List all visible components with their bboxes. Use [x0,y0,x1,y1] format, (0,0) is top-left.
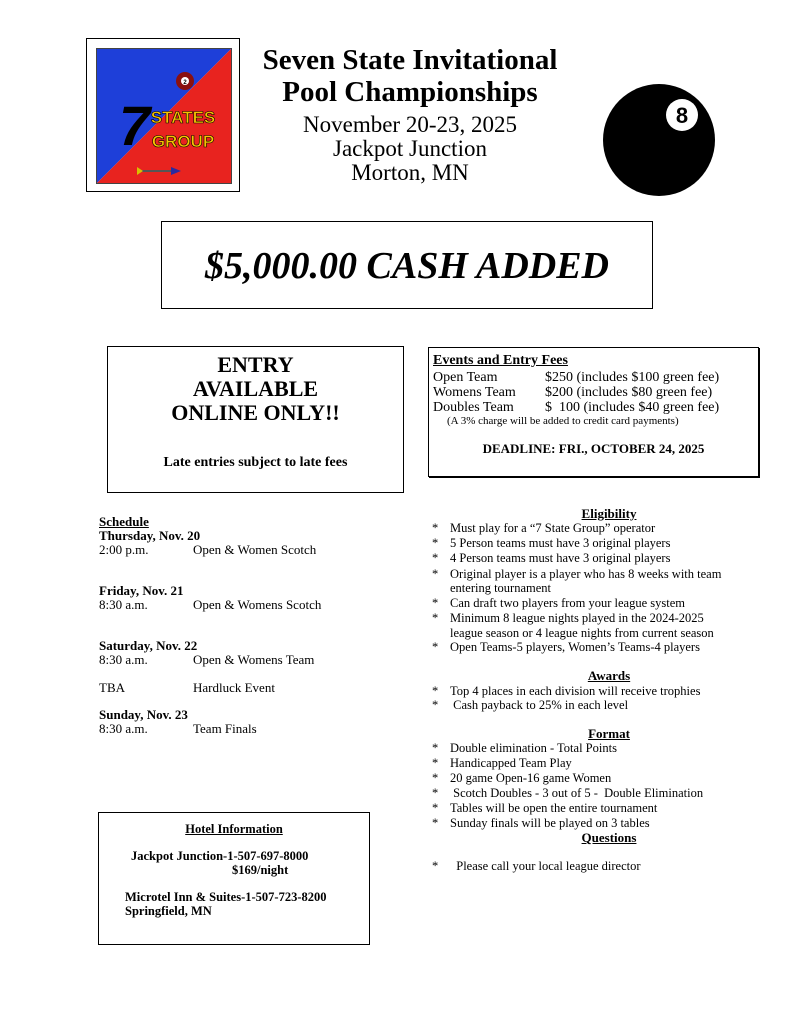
fee-amount: $ 100 (includes $40 green fee) [545,400,720,415]
schedule-event: Team Finals [193,721,257,736]
list-item-continuation: league season or 4 league nights from current season [450,626,714,640]
fee-row [433,400,719,416]
hotel-information-box [98,812,370,945]
schedule-day: Friday, Nov. 21 [99,583,184,598]
schedule-time: 2:00 p.m. [99,542,149,557]
fees-title: Events and Entry Fees [433,353,568,368]
schedule-time: TBA [99,680,125,695]
schedule-day: Saturday, Nov. 22 [99,638,198,653]
hotel-rate: $169/night [232,863,289,877]
fee-amount: $200 (includes $80 green fee) [545,385,713,400]
schedule-event: Open & Womens Team [193,652,315,667]
cash-added-banner [161,221,653,309]
list-item: * Top 4 places in each division will receive trophies [432,684,701,698]
eight-ball-icon [602,83,716,197]
eight-ball-number: 8 [675,103,689,128]
list-item: * Original player is a player who has 8 weeks with team [432,567,722,581]
list-item: * 20 game Open-16 game Women [432,771,612,785]
entry-line-3: ONLINE ONLY!! [171,400,340,425]
schedule-time: 8:30 a.m. [99,652,148,667]
logo-text-states: STATES [150,108,216,127]
list-item: * 5 Person teams must have 3 original players [432,536,671,550]
title-line-2: Pool Championships [282,76,538,108]
schedule-event: Open & Womens Scotch [193,597,322,612]
list-item: * Tables will be open the entire tournament [432,801,658,815]
eligibility-heading: Eligibility [581,506,637,521]
list-item: * Please call your local league director [432,859,641,873]
list-item: * Double elimination - Total Points [432,741,617,755]
list-item: * 4 Person teams must have 3 original players [432,551,671,565]
event-title [245,44,575,108]
schedule-entry [99,543,316,557]
credit-card-note: (A 3% charge will be added to credit card payments) [447,415,679,427]
questions-heading: Questions [581,830,637,845]
logo-ball-number: 2 [183,80,187,86]
hotel-microtel-phone: Microtel Inn & Suites-1-507-723-8200 [125,890,327,904]
list-item: * Can draft two players from your league system [432,596,686,610]
list-item: * Minimum 8 league nights played in the 2024-2025 [432,611,704,625]
schedule-day: Thursday, Nov. 20 [99,528,201,543]
hotel-microtel-city: Springfield, MN [125,904,212,918]
logo-frame [86,38,240,192]
awards-heading: Awards [587,668,631,683]
entry-line-1: ENTRY [217,352,294,377]
hotel-jackpot-phone: Jackpot Junction-1-507-697-8000 [131,849,309,863]
late-entries-note: Late entries subject to late fees [163,455,348,470]
schedule-heading: Schedule [99,514,149,529]
event-dates: November 20-23, 2025 [303,112,517,137]
entry-notice-box [107,346,404,493]
schedule-time: 8:30 a.m. [99,597,148,612]
cash-added-text: $5,000.00 CASH ADDED [205,245,609,287]
list-item: * Sunday finals will be played on 3 tables [432,816,650,830]
format-heading: Format [588,726,630,741]
fee-event-name: Open Team [433,370,498,385]
schedule-entry [99,681,275,695]
schedule-entry [99,722,257,736]
schedule-time: 8:30 a.m. [99,721,148,736]
fee-row [433,370,719,386]
list-item: * Open Teams-5 players, Women’s Teams-4 players [432,640,700,654]
schedule-event: Open & Women Scotch [193,542,317,557]
entry-fees-box [428,347,759,477]
logo-seven: 7 [119,94,151,157]
schedule-day: Sunday, Nov. 23 [99,707,188,722]
schedule-entry [99,653,314,667]
list-item: * Handicapped Team Play [432,756,572,770]
fee-amount: $250 (includes $100 green fee) [545,370,720,385]
entry-line-2: AVAILABLE [192,376,319,401]
schedule-entry [99,598,321,612]
list-item: * Scotch Doubles - 3 out of 5 - Double Elimination [432,786,704,800]
fee-event-name: Womens Team [433,385,516,400]
entry-deadline: DEADLINE: FRI., OCTOBER 24, 2025 [482,441,705,456]
fee-row [433,385,712,401]
title-line-1: Seven State Invitational [262,44,558,76]
list-item: * Cash payback to 25% in each level [432,698,629,712]
hotel-title: Hotel Information [185,822,283,836]
logo-text-group: GROUP [151,132,215,151]
list-item-continuation: entering tournament [450,581,552,595]
event-venue: Jackpot Junction [333,136,487,161]
event-city: Morton, MN [351,160,469,185]
seven-states-group-logo [96,48,232,184]
fee-event-name: Doubles Team [433,400,514,415]
list-item: * Must play for a “7 State Group” operator [432,521,656,535]
schedule-event: Hardluck Event [193,680,275,695]
